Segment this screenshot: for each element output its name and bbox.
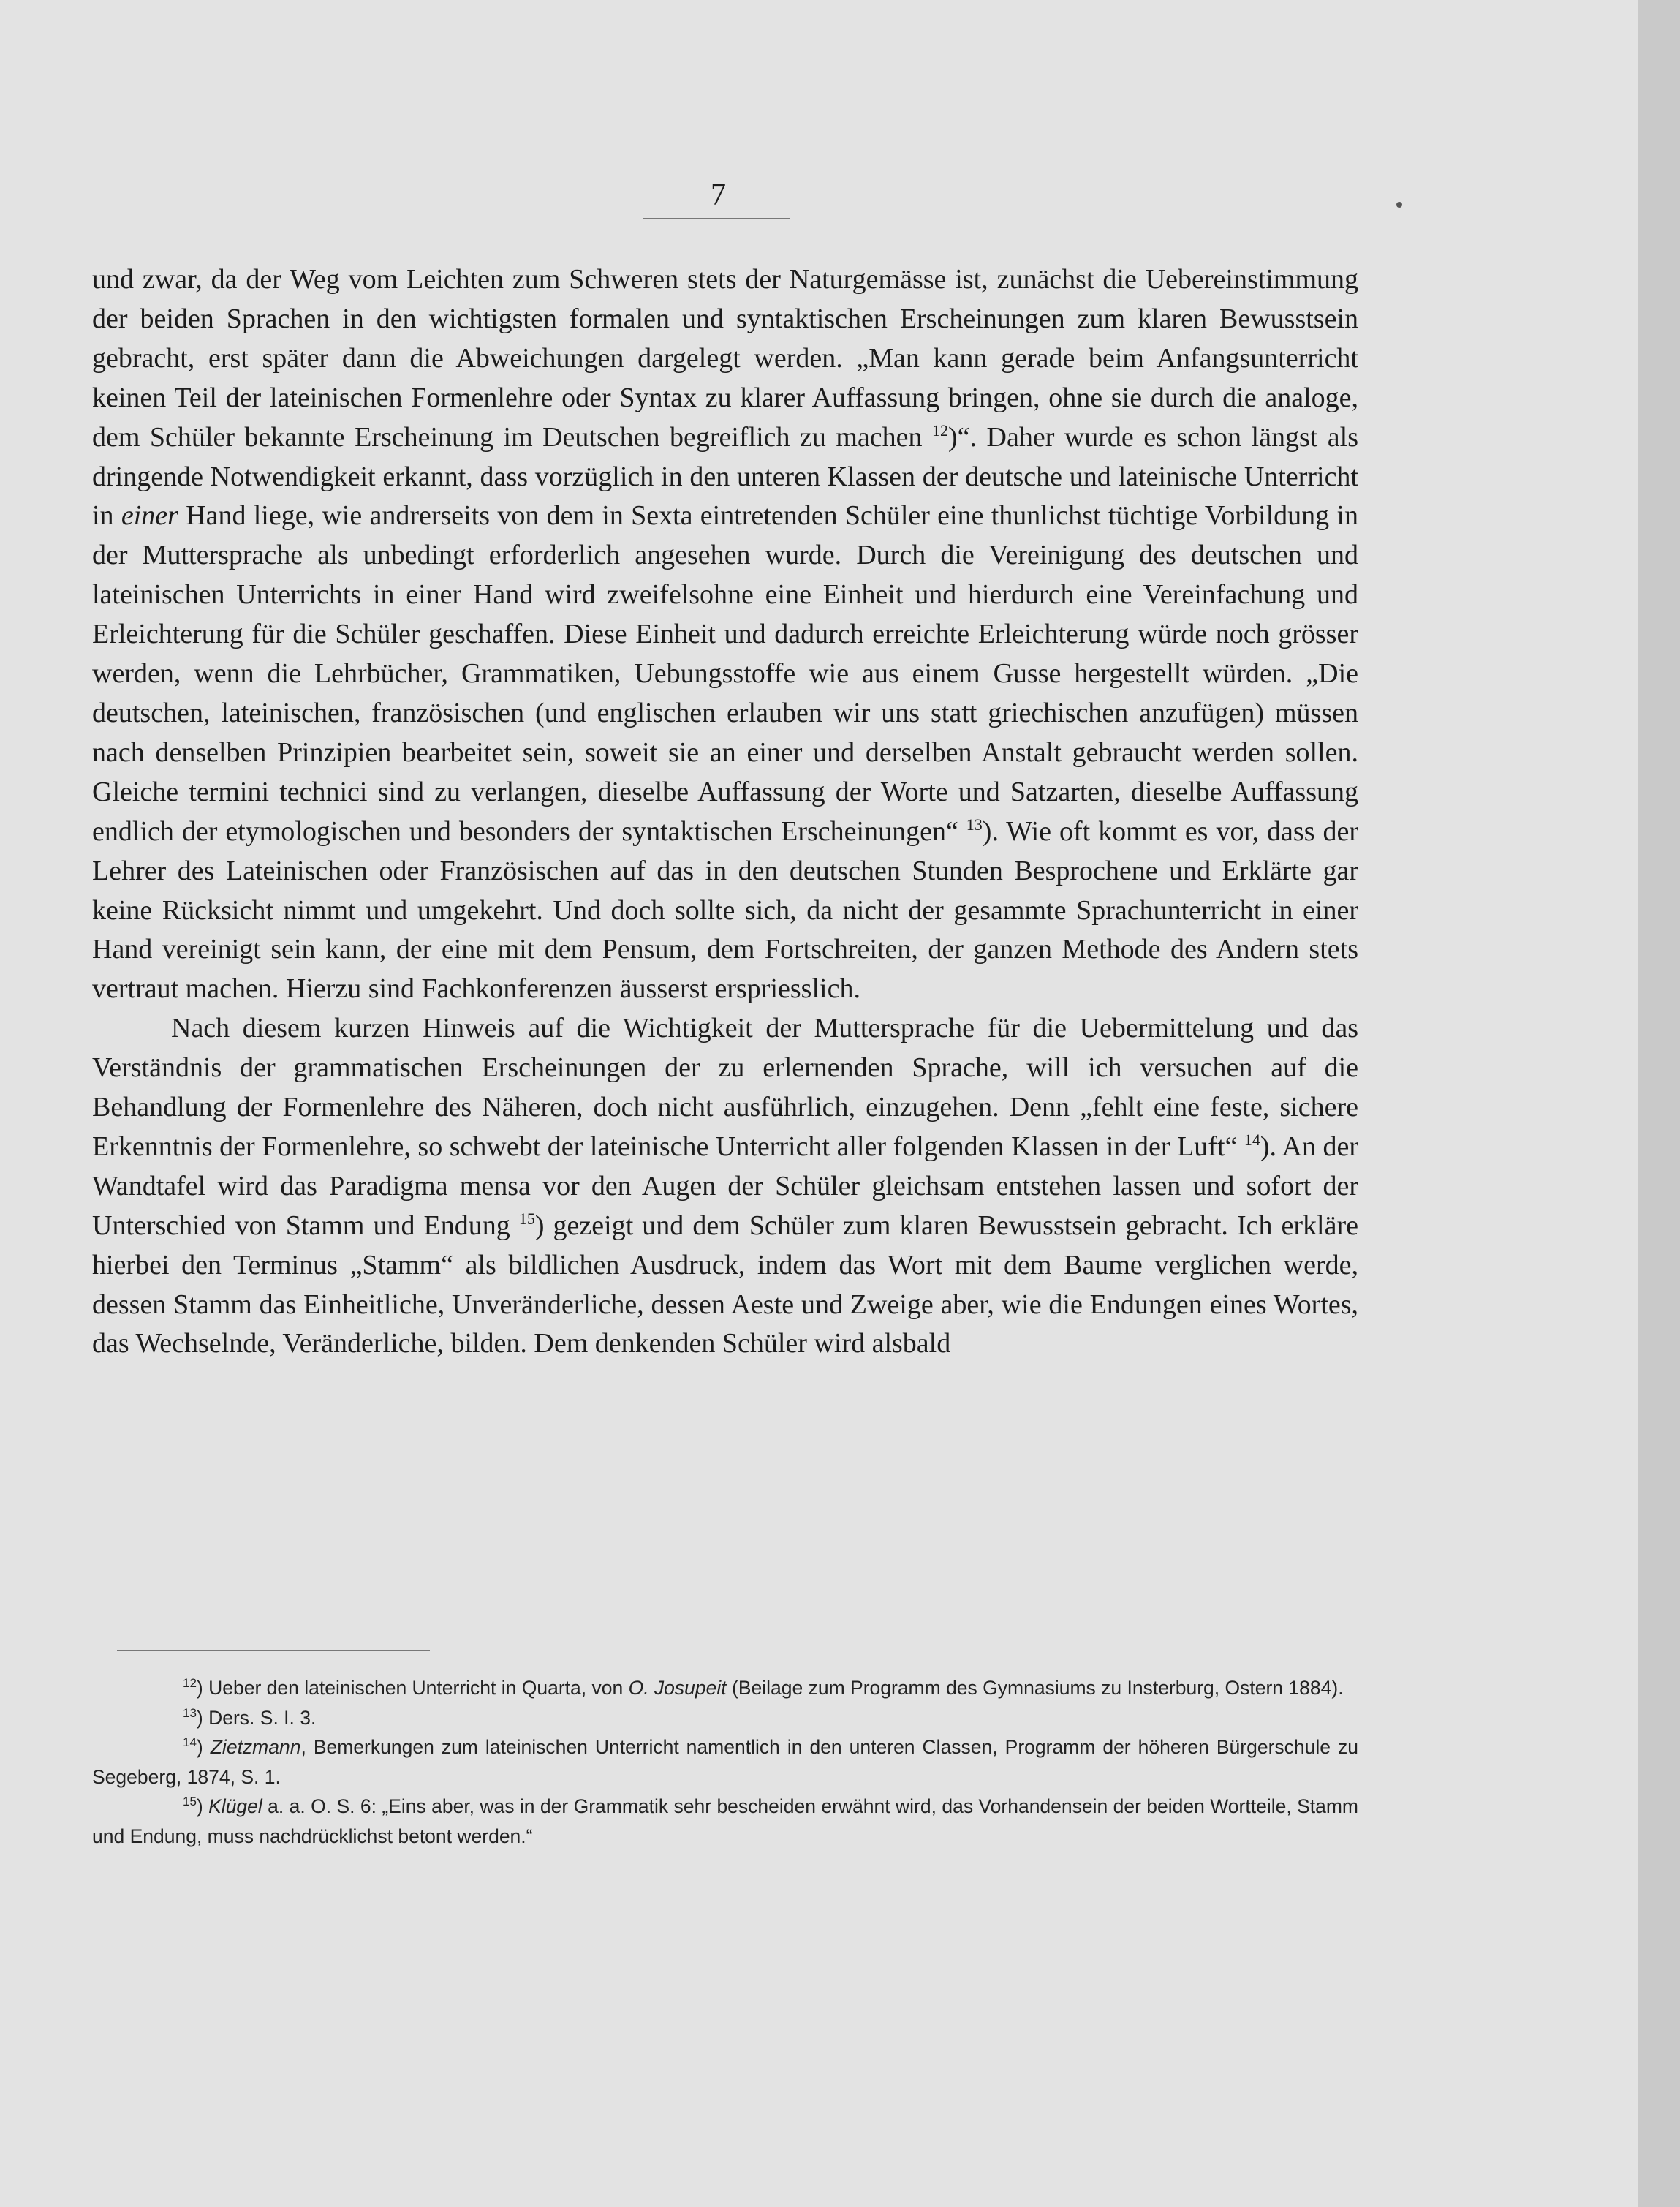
footnotes [92,1673,1358,1851]
paragraph-2-text: Nach diesem kurzen Hinweis auf die Wichtigkeit der Muttersprache für die Uebermittelung und das Verständnis der grammatischen Erscheinungen der zu erlernenden Sprache, will ich versuchen auf die Behandlung der Formenlehre des Näheren, doch nicht ausführlich, einzugehen. Denn „fehlt eine feste, sichere Erkenntnis der Formenlehre, so schwebt der lateinische Unterricht aller folgenden Klassen in der Luft“ [92,1013,1358,1162]
footnote-author: O. Josupeit [628,1677,727,1699]
footnote-text: (Beilage zum Programm des Gymnasiums zu Insterburg, Ostern 1884). [726,1677,1344,1699]
footnote-14 [92,1732,1358,1792]
paragraph-2-text: ) gezeigt und dem Schüler zum klaren Bewusstsein gebracht. Ich erkläre hierbei den Terminus „Stamm“ als bildlichen Ausdruck, indem das Wort mit dem Baume verglichen werde, dessen Stamm das Einheitliche, Unveränderliche, dessen Aeste und Zweige aber, wie die Endungen eines Wortes, das Wechselnde, Veränderliche, bilden. Dem denkenden Schüler wird alsbald [92,1210,1358,1359]
footnote-number: 13 [183,1705,197,1720]
footnote-text: a. a. O. S. 6: „Eins aber, was in der Grammatik sehr bescheiden erwähnt wird, das Vorhandensein der beiden Wortteile, Stamm und Endung, muss nachdrücklichst betont werden.“ [92,1795,1358,1847]
footnote-number: 15 [183,1795,197,1808]
header-rule [643,218,790,219]
footnote-text: ) Ueber den lateinischen Unterricht in Quarta, von [196,1677,629,1699]
footnote-ref-13: 13 [966,815,983,834]
paragraph-2 [92,1009,1358,1364]
footnote-author: Zietzmann [210,1736,301,1758]
footnote-12 [92,1673,1358,1703]
paragraph-1-text: und zwar, da der Weg vom Leichten zum Schweren stets der Naturgemässe ist, zunächst die Uebereinstimmung der beiden Sprachen in den wichtigsten formalen und syntaktischen Erscheinungen zum klaren Bewusstsein gebracht, erst später dann die Abweichungen dargelegt werden. „Man kann gerade beim Anfangsunterricht keinen Teil der lateinischen Formenlehre oder Syntax zu klarer Auffassung bringen, ohne sie durch die analoge, dem Schüler bekannte Erscheinung im Deutschen begreiflich zu machen [92,264,1358,453]
paragraph-2-text: ). An der Wandtafel wird das Paradigma mensa vor den Augen der Schüler gleichsam entstehen lassen und sofort der Unterschied von Stamm und Endung [92,1131,1358,1241]
footnote-author: Klügel [208,1795,262,1817]
page-edge-shadow [1638,0,1680,2207]
footnote-text: ) [196,1795,209,1817]
footnote-number: 14 [183,1735,197,1749]
page-number: 7 [711,178,727,212]
footnote-ref-15: 15 [518,1209,535,1228]
emphasis-text: einer [121,500,178,532]
footnote-rule [117,1650,430,1651]
body-text [92,260,1358,1364]
paragraph-1-text: )“. Daher wurde es schon längst als dringende Notwendigkeit erkannt, dass vorzüglich in den unteren Klassen der deutsche und lateinische Unterricht in [92,421,1358,532]
footnote-ref-12: 12 [932,420,949,439]
footnote-text: ) [196,1736,211,1758]
footnote-number: 12 [183,1676,197,1690]
footnote-13 [92,1703,1358,1733]
paragraph-1-text: ). Wie oft kommt es vor, dass der Lehrer des Lateinischen oder Französischen auf das in den deutschen Stunden Besprochene und Erklärte gar keine Rücksicht nimmt und umgekehrt. Und doch sollte sich, da nicht der gesammte Sprachunterricht in einer Hand vereinigt sein kann, der eine mit dem Pensum, dem Fortschreiten, der ganzen Methode des Andern stets vertraut machen. Hierzu sind Fachkonferenzen äusserst erspriesslich. [92,815,1358,1005]
footnote-text: , Bemerkungen zum lateinischen Unterricht namentlich in den unteren Classen, Programm der höheren Bürgerschule zu Segeberg, 1874, S. 1. [92,1736,1358,1788]
paragraph-1 [92,260,1358,1009]
footnote-15 [92,1792,1358,1851]
paper-speck [1396,202,1402,208]
footnote-text: ) Ders. S. I. 3. [196,1706,317,1729]
paragraph-1-text: Hand liege, wie andrerseits von dem in Sexta eintretenden Schüler eine thunlichst tüchtige Vorbildung in der Muttersprache als unbedingt erforderlich angesehen wurde. Durch die Vereinigung des deutschen und lateinischen Unterrichts in einer Hand wird zweifelsohne eine Einheit und hierdurch eine Vereinfachung und Erleichterung für die Schüler geschaffen. Diese Einheit und dadurch erreichte Erleichterung würde noch grösser werden, wenn die Lehrbücher, Grammatiken, Uebungsstoffe wie aus einem Gusse hergestellt würden. „Die deutschen, lateinischen, französischen (und englischen erlauben wir uns statt griechischen anzufügen) müssen nach denselben Prinzipien bearbeitet sein, soweit sie an einer und derselben Anstalt gebraucht werden sollen. Gleiche termini technici sind zu verlangen, dieselbe Auffassung der Worte und Satzarten, dieselbe Auffassung endlich der etymologischen und besonders der syntaktischen Erscheinungen“ [92,500,1358,847]
footnote-ref-14: 14 [1244,1130,1260,1149]
